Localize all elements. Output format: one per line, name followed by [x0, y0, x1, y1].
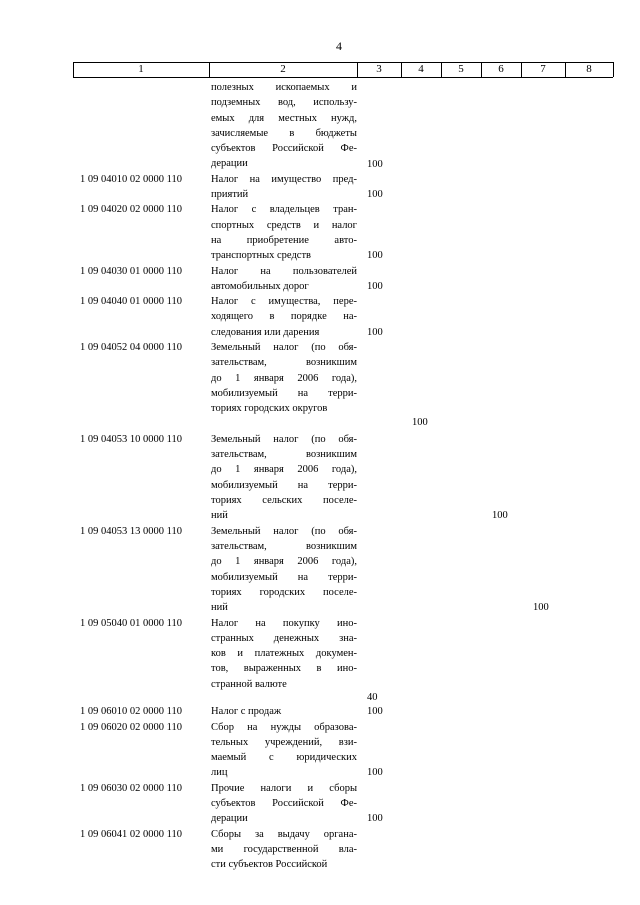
description-line: мобилизуемый на терри- [211, 571, 357, 583]
header-bottom-border [73, 77, 613, 78]
description-line: ториях городских поселе- [211, 586, 357, 598]
description-line: зательствам, возникшим [211, 540, 357, 552]
revenue-description [211, 202, 357, 263]
revenue-description [211, 524, 357, 616]
description-line: Налог с имущества, пере- [211, 296, 357, 308]
header-cell: 8 [586, 63, 592, 75]
header-cell: 5 [458, 63, 464, 75]
description-line: Земельный налог (по обя- [211, 525, 357, 537]
description-line: ков и платежных докумен- [211, 648, 357, 660]
description-line: сти субъектов Российской [211, 859, 328, 871]
description-line: до 1 января 2006 года), [211, 372, 357, 384]
description-line: Сборы за выдачу органа- [211, 828, 357, 840]
value-cell: 100 [367, 158, 383, 170]
description-line: маемый с юридических [211, 752, 357, 764]
description-line: Налог на имущество пред- [211, 173, 357, 185]
description-line: ний [211, 602, 228, 614]
value-cell: 100 [367, 280, 383, 292]
description-line: зательствам, возникшим [211, 449, 357, 461]
budget-code: 1 09 06041 02 0000 110 [80, 828, 182, 840]
description-line: автомобильных дорог [211, 280, 309, 292]
description-line: ми государственной вла- [211, 843, 357, 855]
header-cell: 3 [376, 63, 382, 75]
value-cell: 100 [367, 706, 383, 718]
budget-code: 1 09 04053 10 0000 110 [80, 433, 182, 445]
value-cell: 40 [367, 692, 378, 703]
description-line: приятий [211, 189, 249, 201]
description-line: емых для местных нужд, [211, 112, 357, 124]
revenue-description [211, 340, 357, 416]
budget-code: 1 09 04053 13 0000 110 [80, 525, 182, 537]
value-cell: 100 [412, 416, 428, 428]
description-line: зачисляемые в бюджеты [211, 127, 357, 139]
header-cell: 6 [498, 63, 504, 75]
description-line: Земельный налог (по обя- [211, 433, 357, 445]
description-line: следования или дарения [211, 326, 320, 338]
budget-code: 1 09 06010 02 0000 110 [80, 706, 182, 718]
header-cell: 4 [418, 63, 424, 75]
revenue-description [211, 616, 357, 692]
revenue-description [211, 781, 357, 827]
description-line: Налог с владельцев тран- [211, 204, 357, 216]
header-cell: 2 [280, 63, 286, 75]
revenue-description [211, 432, 357, 524]
value-cell: 100 [367, 326, 383, 338]
description-line: мобилизуемый на терри- [211, 387, 357, 399]
budget-code: 1 09 04020 02 0000 110 [80, 204, 182, 216]
description-line: до 1 января 2006 года), [211, 464, 357, 476]
revenue-description [211, 294, 357, 340]
budget-code: 1 09 04040 01 0000 110 [80, 296, 182, 308]
description-line: лиц [211, 767, 228, 779]
description-line: на приобретение авто- [211, 234, 357, 246]
description-line: странных денежных зна- [211, 632, 357, 644]
description-line: до 1 января 2006 года), [211, 556, 357, 568]
description-line: тельных учреждений, взи- [211, 736, 357, 748]
revenue-description [211, 827, 357, 873]
description-line: подземных вод, использу- [211, 97, 357, 109]
description-line: Налог на покупку ино- [211, 617, 357, 629]
description-line: субъектов Российской Фе- [211, 798, 357, 810]
header-column-divider [613, 62, 614, 77]
description-line: Налог на пользователей [211, 265, 357, 277]
value-cell: 100 [367, 813, 383, 825]
description-line: ходящего в порядке на- [211, 311, 357, 323]
description-line: дерации [211, 813, 248, 825]
budget-code: 1 09 05040 01 0000 110 [80, 617, 182, 629]
budget-code: 1 09 04052 04 0000 110 [80, 342, 182, 354]
revenue-description [211, 264, 357, 295]
revenue-description [211, 80, 357, 172]
budget-code: 1 09 04010 02 0000 110 [80, 173, 182, 185]
description-line: ториях городских округов [211, 403, 328, 415]
budget-code: 1 09 04030 01 0000 110 [80, 265, 182, 277]
value-cell: 100 [367, 767, 383, 779]
description-line: тов, выраженных в ино- [211, 663, 357, 675]
budget-code: 1 09 06030 02 0000 110 [80, 782, 182, 794]
revenue-description [211, 704, 357, 719]
description-line: ториях сельских поселе- [211, 495, 357, 507]
description-line: странной валюте [211, 678, 287, 690]
description-line: полезных ископаемых и [211, 82, 357, 93]
description-line: субъектов Российской Фе- [211, 143, 357, 155]
description-line: дерации [211, 158, 248, 170]
description-line: спортных средств и налог [211, 219, 357, 231]
page-number: 4 [336, 39, 342, 53]
description-line: Земельный налог (по обя- [211, 342, 357, 354]
value-cell: 100 [492, 510, 508, 522]
header-cell: 1 [138, 63, 144, 75]
budget-code: 1 09 06020 02 0000 110 [80, 721, 182, 733]
revenue-description [211, 172, 357, 203]
value-cell: 100 [367, 189, 383, 201]
value-cell: 100 [367, 250, 383, 262]
description-line: ний [211, 510, 228, 522]
description-line: зательствам, возникшим [211, 357, 357, 369]
header-cell: 7 [540, 63, 546, 75]
revenue-description [211, 720, 357, 781]
description-line: мобилизуемый на терри- [211, 479, 357, 491]
description-line: Прочие налоги и сборы [211, 782, 357, 794]
value-cell: 100 [533, 602, 549, 614]
description-line: Налог с продаж [211, 706, 282, 718]
description-line: Сбор на нужды образова- [211, 721, 357, 733]
description-line: транспортных средств [211, 250, 312, 262]
